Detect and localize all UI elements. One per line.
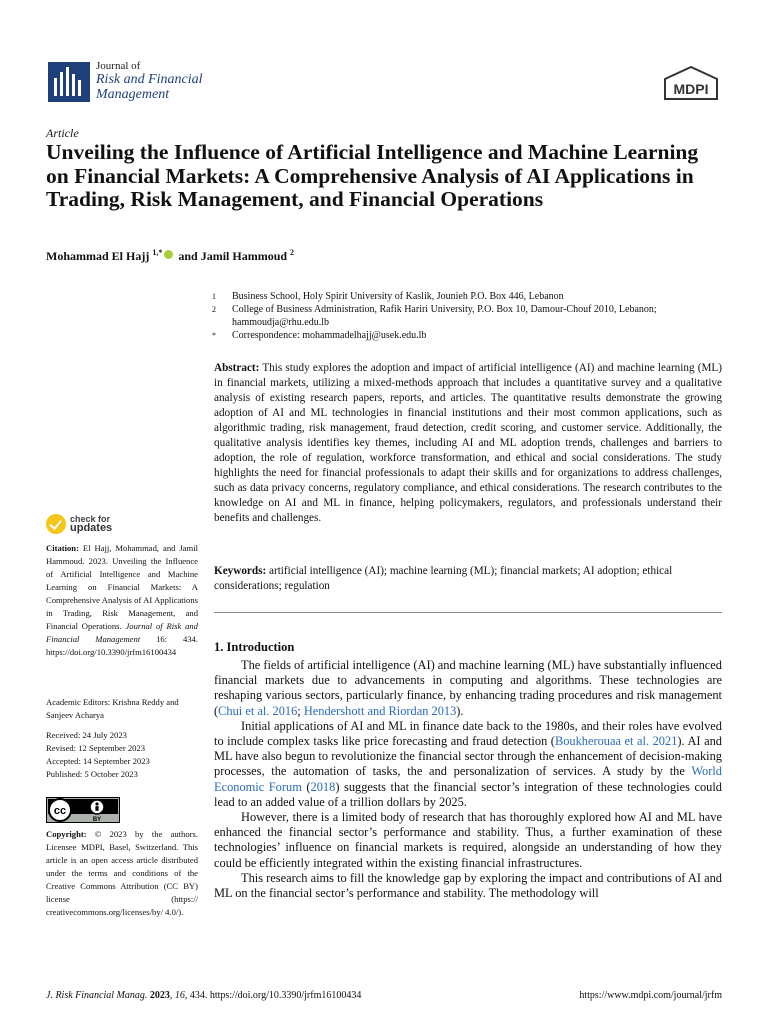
citation-block xyxy=(46,542,198,659)
date-revised: Revised: 12 September 2023 xyxy=(46,743,146,753)
affiliation-row xyxy=(212,290,722,303)
author-2[interactable]: Jamil Hammoud xyxy=(200,249,288,263)
affiliation-text: Correspondence: mohammadelhajj@usek.edu.lb xyxy=(232,330,427,341)
footer-volume: 16 xyxy=(174,990,185,1001)
paragraph: However, there is a limited body of research that has thoroughly explored how AI and ML have enhanced the financial sector’s performance and stability. Thus, a further examination of these technologies’ influence on financial markets is required, alongside an understanding of how they could be efficiently integrated within the existing financial infrastructures. xyxy=(214,810,722,870)
paragraph xyxy=(214,719,722,810)
paragraph-text: The fields of artificial intelligence (AI) and machine learning (ML) have substantially influenced financial markets due to advancements in computing and algorithms. These technologies are reshaping various sectors, particularly finance, by enhancing trading procedures and risk management ( xyxy=(214,658,722,718)
paragraph-text: ) suggests that the financial sector’s integration of these technologies could lead to an added value of a trillion dollars by 2025. xyxy=(214,779,722,809)
copyright-block xyxy=(46,828,198,919)
footer-comma: , xyxy=(169,990,175,1001)
paragraph xyxy=(214,658,722,719)
paragraph-text: ). xyxy=(456,703,464,718)
affiliation-text: College of Business Administration, Rafik Hariri University, P.O. Box 10, Damour-Chouf 2010, Lebanon; hammoudja@rhu.edu.lb xyxy=(232,304,657,328)
check-for-updates-button[interactable] xyxy=(46,514,136,538)
abstract xyxy=(214,361,722,526)
journal-title-line1: Risk and Financial xyxy=(96,72,203,88)
copyright-label: Copyright: xyxy=(46,829,87,839)
footer-year: 2023 xyxy=(149,990,170,1001)
footer-citation xyxy=(46,990,361,1001)
mdpi-logo-text: MDPI xyxy=(673,81,709,97)
affiliation-mark: 2 xyxy=(212,305,216,314)
journal-bars-logo xyxy=(48,62,90,102)
check-updates-line1: check for xyxy=(70,514,111,524)
citation-link[interactable]: 2018 xyxy=(310,779,336,794)
affiliation-mark: * xyxy=(212,331,216,340)
author-2-affil: 2 xyxy=(290,248,295,257)
citation-label: Citation: xyxy=(46,543,79,553)
paragraph-text: ( xyxy=(301,779,311,794)
by-label: BY xyxy=(92,817,102,823)
citation-doi[interactable]: 16: 434. https://doi.org/10.3390/jrfm16100434 xyxy=(46,634,198,657)
checkmark-icon xyxy=(46,514,66,534)
author-joiner: and xyxy=(178,249,198,263)
keywords-text: artificial intelligence (AI); machine learning (ML); financial markets; AI adoption; ethical considerations; regulation xyxy=(214,565,673,592)
author-1[interactable]: Mohammad El Hajj xyxy=(46,249,150,263)
paragraph-text: Initial applications of AI and ML in finance date back to the 1980s, and their roles have evolved to include complex tasks like price forecasting and fraud detection ( xyxy=(214,718,722,749)
paragraph: This research aims to fill the knowledge gap by exploring the impact and contributions of AI and ML on the financial sector’s performance and stability. The methodology will xyxy=(214,870,722,901)
date-accepted: Accepted: 14 September 2023 xyxy=(46,756,150,766)
affiliation-row xyxy=(212,329,722,342)
divider xyxy=(214,612,722,613)
paragraph-text: ; xyxy=(297,703,304,718)
abstract-label: Abstract: xyxy=(214,362,260,374)
author-list xyxy=(46,248,294,264)
date-published: Published: 5 October 2023 xyxy=(46,769,138,779)
footer-doi[interactable]: , 434. https://doi.org/10.3390/jrfm16100434 xyxy=(184,990,362,1001)
date-received: Received: 24 July 2023 xyxy=(46,730,127,740)
citation-journal: Journal of Risk and Financial Management xyxy=(46,621,198,644)
affiliation-text: Business School, Holy Spirit University of Kaslik, Jounieh P.O. Box 446, Lebanon xyxy=(232,291,564,302)
paragraph-text: ). AI and ML have also begun to revolutionize the financial sector through the enhancement of decision-making processes, the automation of tasks, the and personalization of services. A study by the xyxy=(214,734,722,779)
citation-text: El Hajj, Mohammad, and Jamil Hammoud. 2023. Unveiling the Influence of Artificial Intelligence and Machine Learning on Financial Markets: A Comprehensive Analysis of AI Applications in Trading, Risk Management, and Financial Operations. xyxy=(46,543,198,631)
affiliations xyxy=(212,290,722,342)
affiliation-row xyxy=(212,303,722,329)
orcid-icon[interactable] xyxy=(164,250,173,259)
check-updates-line2: updates xyxy=(70,522,113,534)
journal-name xyxy=(96,60,203,103)
author-1-affil: 1,* xyxy=(152,248,163,257)
keywords-label: Keywords: xyxy=(214,565,267,577)
citation-link[interactable]: Boukherouaa et al. 2021 xyxy=(554,734,678,749)
footer-journal: J. Risk Financial Manag. xyxy=(46,990,148,1001)
mdpi-logo xyxy=(662,66,720,102)
publication-dates xyxy=(46,729,198,781)
citation-link[interactable]: Chui et al. 2016 xyxy=(218,703,298,718)
citation-link[interactable]: Hendershott and Riordan 2013 xyxy=(303,703,457,718)
affiliation-mark: 1 xyxy=(212,292,216,301)
introduction-body xyxy=(214,658,722,901)
footer-journal-url[interactable]: https://www.mdpi.com/journal/jrfm xyxy=(579,990,722,1001)
academic-editors: Academic Editors: Krishna Reddy and Sanjeev Acharya xyxy=(46,697,179,720)
journal-of: Journal of xyxy=(96,60,141,72)
abstract-text: This study explores the adoption and impact of artificial intelligence (AI) and machine learning (ML) in financial markets, utilizing a mixed-methods approach that includes a quantitative survey and a qualitative analysis of existing research papers, reports, and articles. The quantitative results demonstrate the growing adoption of AI and ML technologies in financial institutions and their most common applications, such as algorithmic trading, risk management, fraud detection, credit scoring, and customer service. Additionally, the qualitative analysis identifies key themes, including AI and ML adoption trends, challenges and barriers to adoption, the role of regulation, workforce transformation, and ethical and social considerations. The study highlights the need for financial professionals to adapt their skills and for organizations to address challenges, such as data privacy concerns, regulatory compliance, and ethical considerations. The research contributes to the knowledge on AI and ML in finance, helping policymakers, regulators, and professionals understand their benefits and challenges. xyxy=(214,362,722,524)
section-heading: 1. Introduction xyxy=(214,640,295,654)
copyright-text: © 2023 by the authors. Licensee MDPI, Basel, Switzerland. This article is an open access article distributed under the terms and conditions of the Creative Commons Attribution (CC BY) license (https:// creativecommons.org/licenses/by/ 4.0/). xyxy=(46,829,198,917)
check-updates-text xyxy=(70,515,112,533)
citation-link[interactable]: World Economic Forum xyxy=(214,764,722,794)
article-type: Article xyxy=(46,126,79,140)
cc-icon: cc xyxy=(53,805,67,817)
article-title: Unveiling the Influence of Artificial Intelligence and Machine Learning on Financial Markets: A Comprehensive Analysis of AI Applications in Trading, Risk Management, and Financial Operations xyxy=(46,140,699,211)
journal-title-line2: Management xyxy=(96,87,170,103)
cc-by-license-badge[interactable] xyxy=(46,797,120,823)
keywords xyxy=(214,564,722,594)
